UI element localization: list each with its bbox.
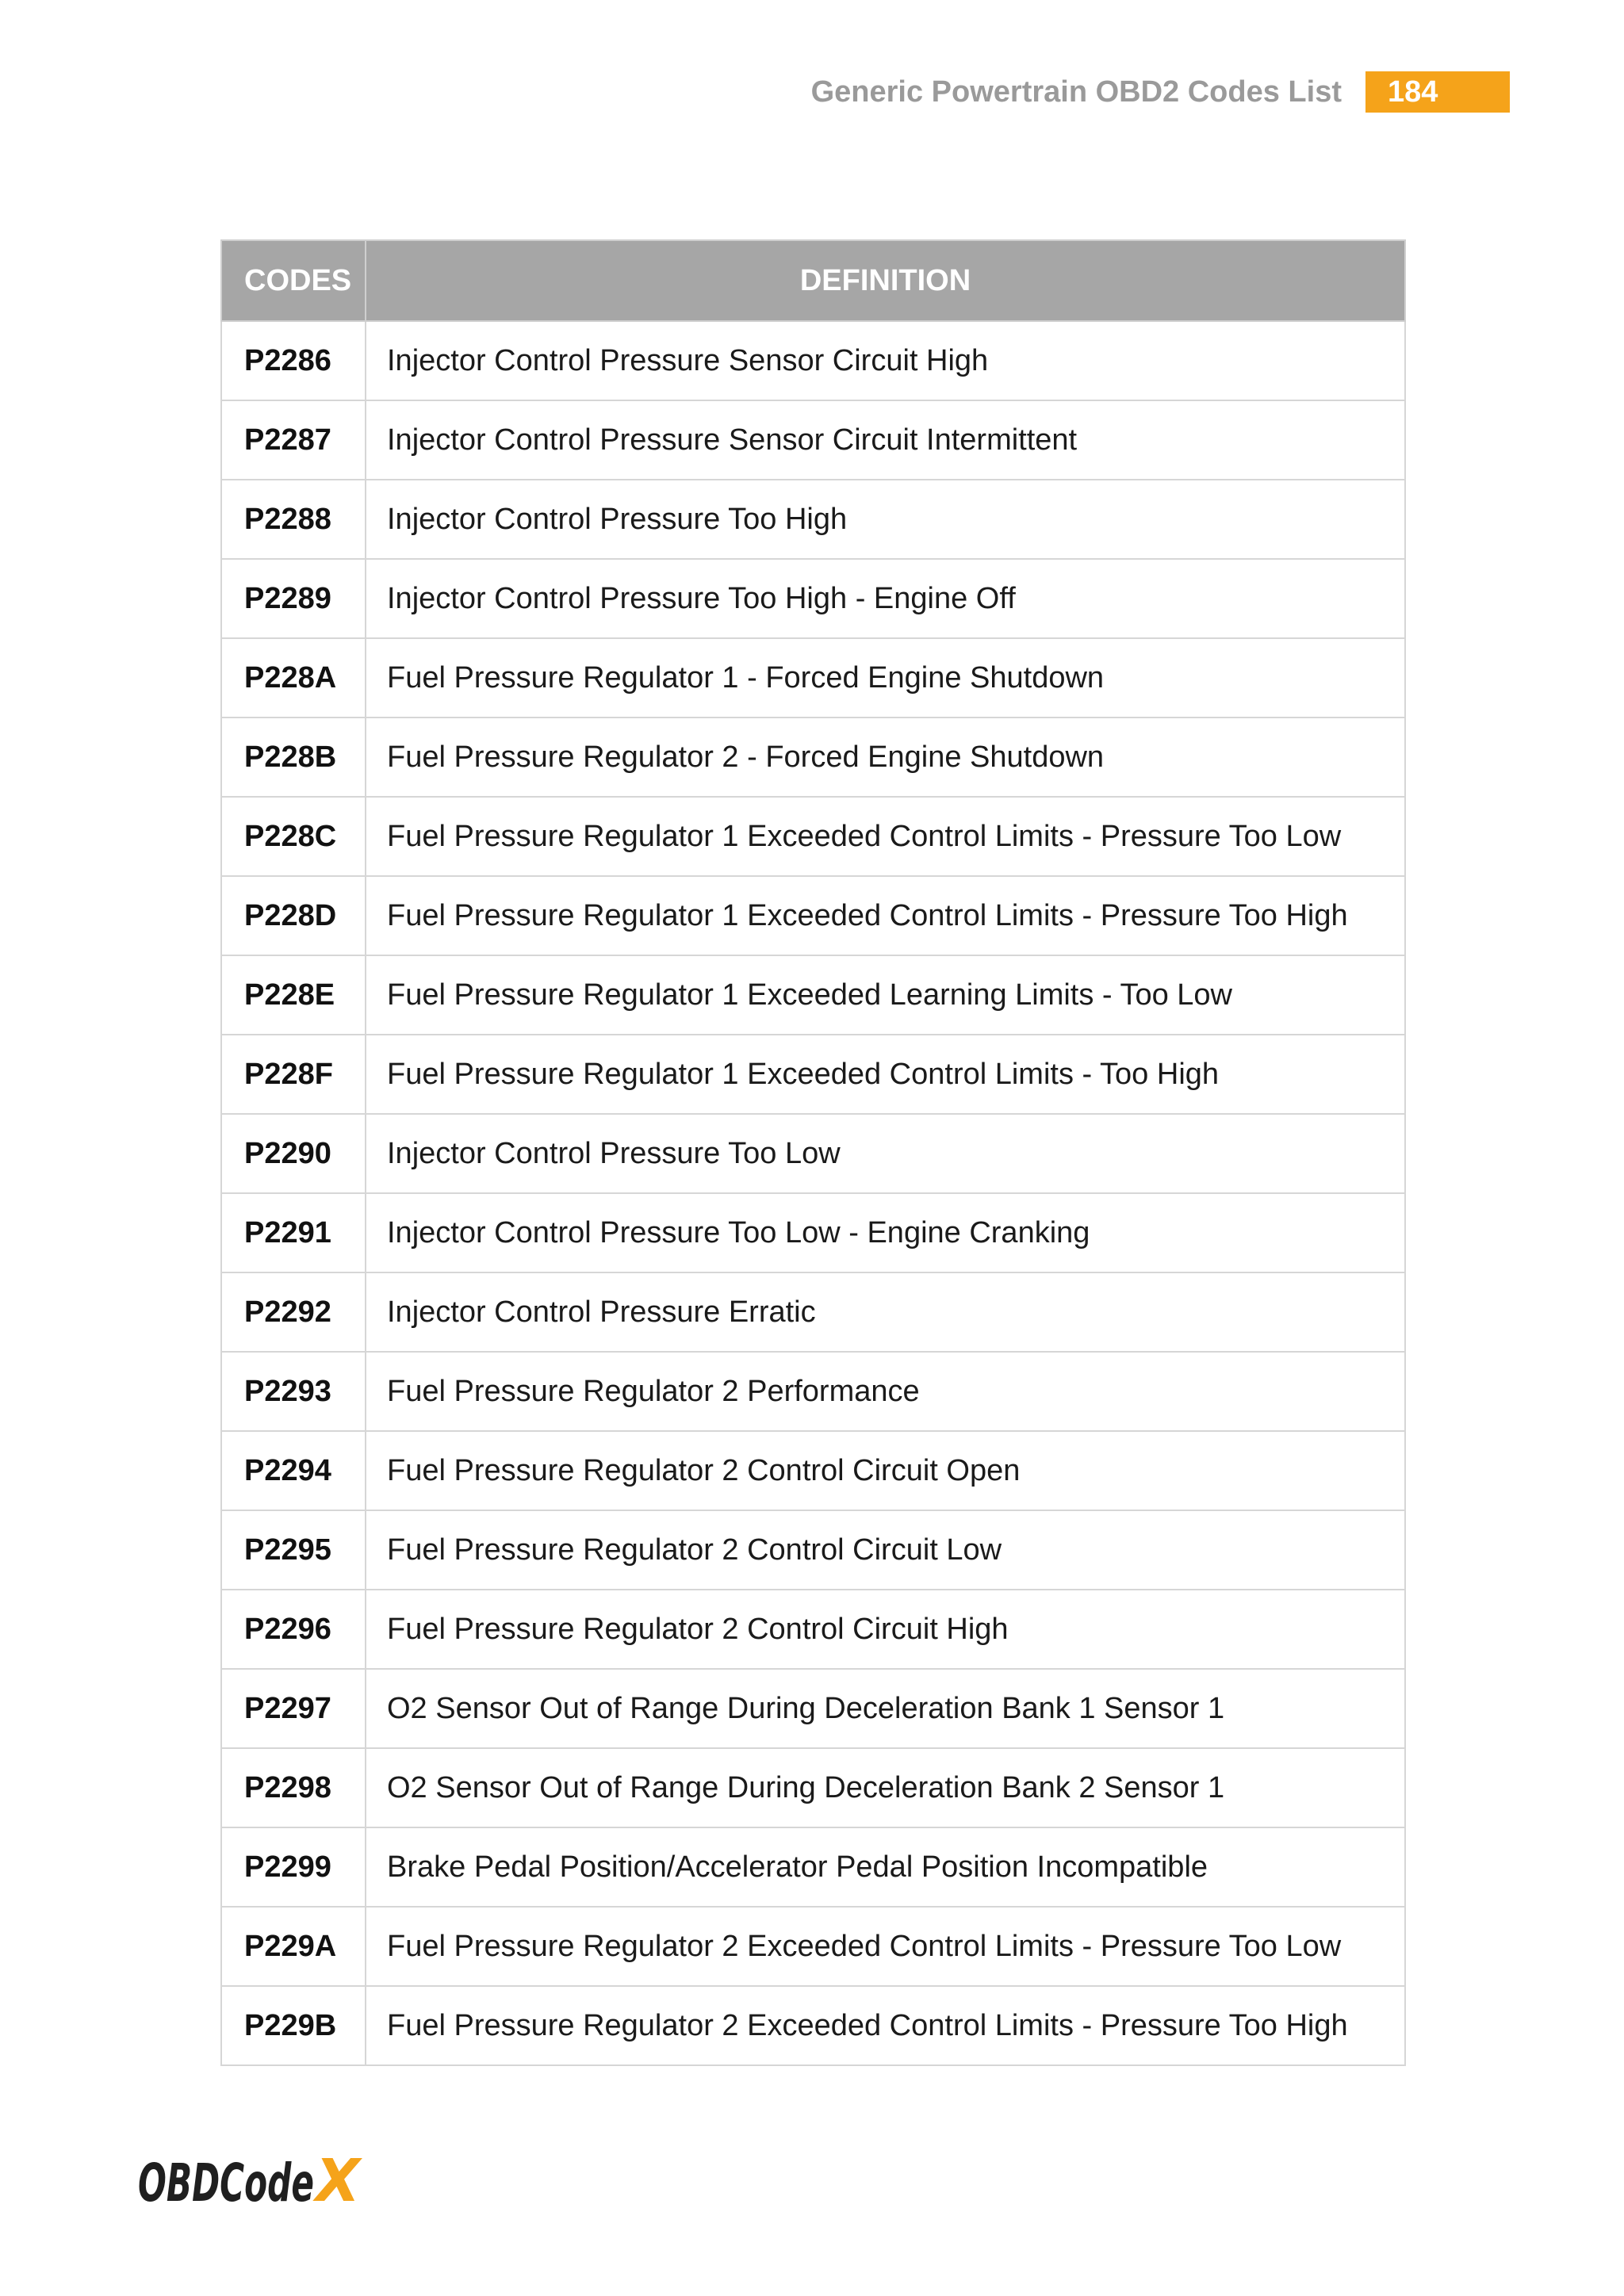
definition-cell: O2 Sensor Out of Range During Deceleration Bank 1 Sensor 1	[366, 1669, 1405, 1748]
table-row	[221, 1114, 1405, 1193]
definition-cell: Fuel Pressure Regulator 1 - Forced Engine Shutdown	[366, 638, 1405, 718]
definition-cell: Fuel Pressure Regulator 2 Control Circuit High	[366, 1590, 1405, 1669]
definition-cell: Fuel Pressure Regulator 2 Exceeded Control Limits - Pressure Too Low	[366, 1907, 1405, 1986]
logo-accent-letter: X	[312, 2153, 363, 2210]
definition-cell: Fuel Pressure Regulator 2 Performance	[366, 1352, 1405, 1431]
code-cell: P2292	[221, 1272, 366, 1352]
page-number-badge: 184	[1365, 71, 1510, 113]
code-cell: P2289	[221, 559, 366, 638]
code-cell: P228E	[221, 955, 366, 1035]
table-row	[221, 1272, 1405, 1352]
definition-cell: Fuel Pressure Regulator 2 - Forced Engine Shutdown	[366, 718, 1405, 797]
code-cell: P2288	[221, 480, 366, 559]
table-row	[221, 1035, 1405, 1114]
code-cell: P2299	[221, 1827, 366, 1907]
definition-cell: Fuel Pressure Regulator 2 Exceeded Control Limits - Pressure Too High	[366, 1986, 1405, 2065]
obdcodex-logo	[136, 2153, 374, 2210]
code-cell: P229A	[221, 1907, 366, 1986]
table-row	[221, 1669, 1405, 1748]
table-row	[221, 1590, 1405, 1669]
definition-cell: Brake Pedal Position/Accelerator Pedal Position Incompatible	[366, 1827, 1405, 1907]
definition-cell: Injector Control Pressure Too Low	[366, 1114, 1405, 1193]
code-cell: P2294	[221, 1431, 366, 1510]
code-cell: P2297	[221, 1669, 366, 1748]
table-row	[221, 559, 1405, 638]
code-cell: P2287	[221, 400, 366, 480]
table-row	[221, 876, 1405, 955]
code-cell: P228F	[221, 1035, 366, 1114]
table-row	[221, 1986, 1405, 2065]
column-header-codes: CODES	[221, 240, 366, 321]
code-cell: P2295	[221, 1510, 366, 1590]
table-row	[221, 1907, 1405, 1986]
code-cell: P228D	[221, 876, 366, 955]
table-row	[221, 480, 1405, 559]
table-row	[221, 1748, 1405, 1827]
table-row	[221, 638, 1405, 718]
table-row	[221, 955, 1405, 1035]
document-title: Generic Powertrain OBD2 Codes List	[810, 75, 1342, 109]
definition-cell: Injector Control Pressure Sensor Circuit High	[366, 321, 1405, 400]
logo-main-text: OBDCode	[138, 2153, 314, 2210]
definition-cell: Fuel Pressure Regulator 1 Exceeded Learning Limits - Too Low	[366, 955, 1405, 1035]
code-cell: P2286	[221, 321, 366, 400]
table-row	[221, 400, 1405, 480]
definition-cell: Injector Control Pressure Erratic	[366, 1272, 1405, 1352]
column-header-definition: DEFINITION	[366, 240, 1405, 321]
table-body	[221, 321, 1405, 2065]
definition-cell: Injector Control Pressure Too High - Engine Off	[366, 559, 1405, 638]
definition-cell: Injector Control Pressure Too High	[366, 480, 1405, 559]
table-row	[221, 1510, 1405, 1590]
code-cell: P228B	[221, 718, 366, 797]
table-row	[221, 1431, 1405, 1510]
code-cell: P2296	[221, 1590, 366, 1669]
code-cell: P2298	[221, 1748, 366, 1827]
table-row	[221, 797, 1405, 876]
table-row	[221, 1352, 1405, 1431]
table-row	[221, 718, 1405, 797]
table-row	[221, 321, 1405, 400]
page-header	[0, 70, 1624, 114]
table-row	[221, 1193, 1405, 1272]
table-header-row	[221, 240, 1405, 321]
definition-cell: Fuel Pressure Regulator 1 Exceeded Control Limits - Pressure Too High	[366, 876, 1405, 955]
code-cell: P2293	[221, 1352, 366, 1431]
definition-cell: O2 Sensor Out of Range During Deceleration Bank 2 Sensor 1	[366, 1748, 1405, 1827]
code-cell: P2290	[221, 1114, 366, 1193]
code-cell: P228A	[221, 638, 366, 718]
definition-cell: Fuel Pressure Regulator 1 Exceeded Control Limits - Too High	[366, 1035, 1405, 1114]
code-cell: P229B	[221, 1986, 366, 2065]
codes-table	[220, 239, 1406, 2066]
definition-cell: Injector Control Pressure Sensor Circuit Intermittent	[366, 400, 1405, 480]
definition-cell: Injector Control Pressure Too Low - Engine Cranking	[366, 1193, 1405, 1272]
definition-cell: Fuel Pressure Regulator 2 Control Circuit Open	[366, 1431, 1405, 1510]
definition-cell: Fuel Pressure Regulator 2 Control Circuit Low	[366, 1510, 1405, 1590]
table-row	[221, 1827, 1405, 1907]
code-cell: P228C	[221, 797, 366, 876]
code-cell: P2291	[221, 1193, 366, 1272]
definition-cell: Fuel Pressure Regulator 1 Exceeded Control Limits - Pressure Too Low	[366, 797, 1405, 876]
